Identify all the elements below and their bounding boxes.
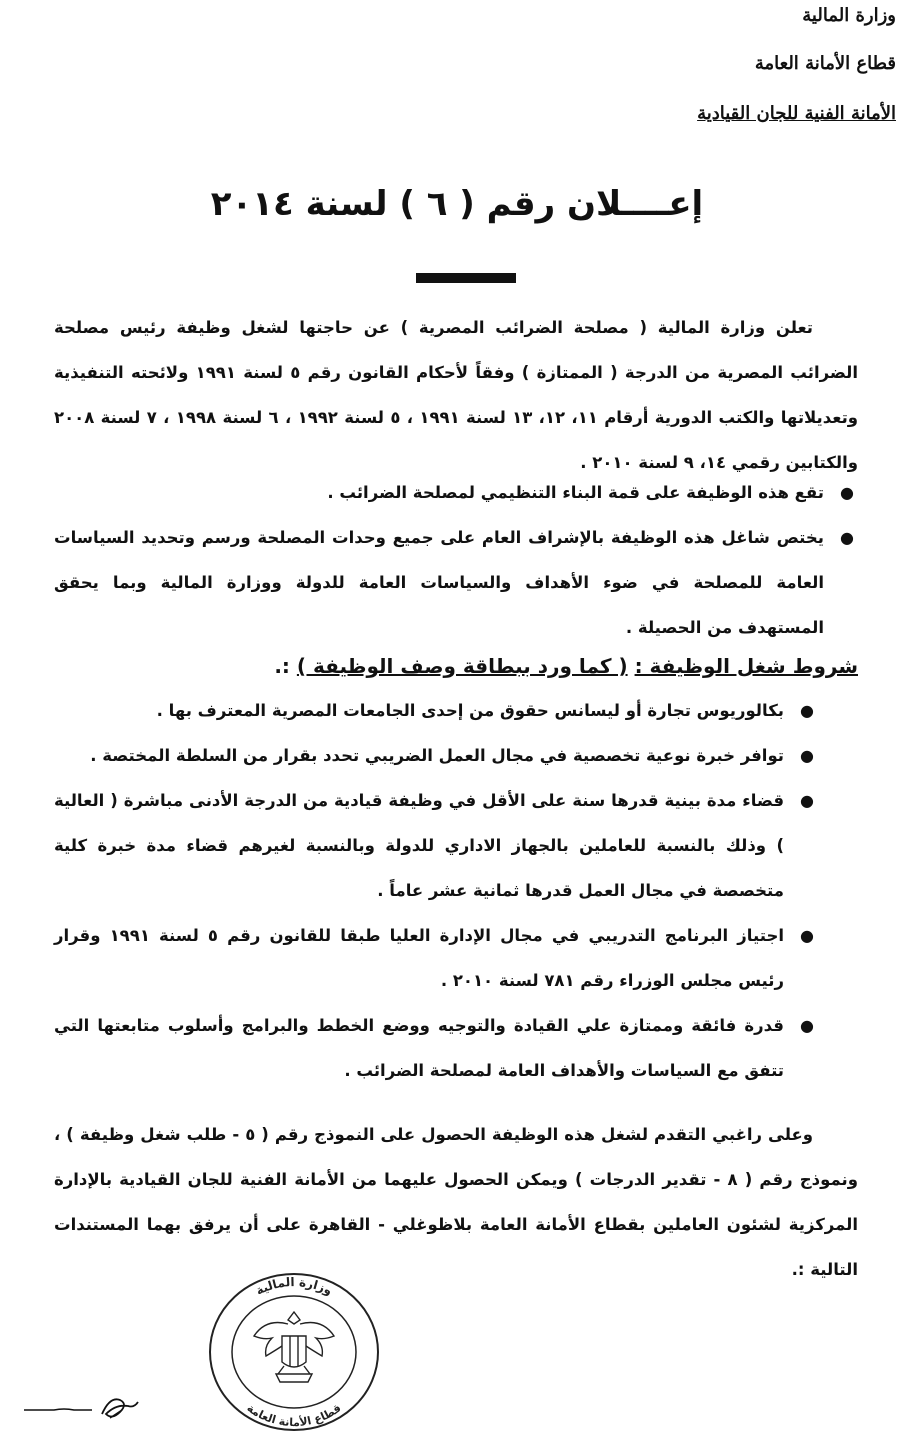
eagle-emblem-icon bbox=[254, 1312, 334, 1382]
stamp-top-text: وزارة المالية bbox=[253, 1274, 335, 1298]
bullet-icon: ● bbox=[800, 746, 814, 765]
bullet-icon: ● bbox=[840, 483, 854, 502]
conditions-list bbox=[54, 688, 818, 1093]
conditions-heading-suffix: :. bbox=[274, 654, 297, 678]
job-description-list-wrapper bbox=[54, 470, 858, 650]
announcement-title: إعــــلان رقم ( ٦ ) لسنة ٢٠١٤ bbox=[210, 184, 704, 224]
conditions-heading-detail: ( كما ورد ببطاقة وصف الوظيفة ) bbox=[296, 654, 628, 678]
job-description-list bbox=[54, 470, 858, 650]
bullet-icon: ● bbox=[800, 791, 814, 810]
closing-paragraph: وعلى راغبي التقدم لشغل هذه الوظيفة الحصول على النموذج رقم ( ٥ - طلب شغل وظيفة ) ، ونموذج رقم ( ٨ - تقدير الدرجات ) ويمكن الحصول عليهما من الأمانة الفنية للجان القيادية بالإدارة المركزية لشئون العاملين بقطاع الأمانة العامة بلاظوغلي - القاهرة على أن يرفق بهما المستندات التالية :. bbox=[54, 1125, 859, 1279]
list-item: ● اجتياز البرنامج التدريبي في مجال الإدارة العليا طبقا للقانون رقم ٥ لسنة ١٩٩١ وقرار رئيس مجلس الوزراء رقم ٧٨١ لسنة ٢٠١٠ . bbox=[54, 913, 818, 1003]
list-item: ● قدرة فائقة وممتازة علي القيادة والتوجيه ووضع الخطط والبرامج وأسلوب متابعتها التي تتفق مع السياسات والأهداف العامة لمصلحة الضرائب . bbox=[54, 1003, 818, 1093]
list-item: ● تقع هذه الوظيفة على قمة البناء التنظيمي لمصلحة الضرائب . bbox=[54, 470, 858, 515]
list-item: ● قضاء مدة بينية قدرها سنة على الأقل في وظيفة قيادية من الدرجة الأدنى مباشرة ( العالية ) وذلك بالنسبة للعاملين بالجهاز الاداري للدولة وبالنسبة لغيرهم قضاء مدة خبرة كلية متخصصة في مجال العمل قدرها ثمانية عشر عاماً . bbox=[54, 778, 818, 913]
official-stamp bbox=[206, 1270, 382, 1434]
conditions-heading-label: شروط شغل الوظيفة : bbox=[634, 654, 858, 678]
list-item: ● توافر خبرة نوعية تخصصية في مجال العمل الضريبي تحدد بقرار من السلطة المختصة . bbox=[54, 733, 818, 778]
secretariat-name: الأمانة الفنية للجان القيادية bbox=[697, 103, 896, 124]
conditions-list-wrapper bbox=[54, 688, 818, 1093]
conditions-heading bbox=[274, 646, 858, 686]
title-divider bbox=[416, 273, 516, 283]
bullet-icon: ● bbox=[800, 926, 814, 945]
stamp-bottom-text: قطاع الأمانة العامة bbox=[244, 1401, 344, 1430]
bullet-icon: ● bbox=[800, 1016, 814, 1035]
bullet-icon: ● bbox=[840, 528, 854, 547]
intro-paragraph: تعلن وزارة المالية ( مصلحة الضرائب المصرية ) عن حاجتها لشغل وظيفة رئيس مصلحة الضرائب المصرية من الدرجة ( الممتازة ) وفقاً لأحكام القانون رقم ٥ لسنة ١٩٩١ ولائحته التنفيذية وتعديلاتها والكتب الدورية أرقام ١١، ١٢، ١٣ لسنة ١٩٩١ ، ٥ لسنة ١٩٩٢ ، ٦ لسنة ١٩٩٨ ، ٧ لسنة ٢٠٠٨ والكتابين رقمي ١٤، ٩ لسنة ٢٠١٠ . bbox=[54, 318, 859, 472]
bullet-icon: ● bbox=[800, 701, 814, 720]
ministry-name: وزارة المالية bbox=[802, 5, 896, 26]
handwritten-signature-icon bbox=[22, 1384, 152, 1424]
list-item: ● يختص شاغل هذه الوظيفة بالإشراف العام على جميع وحدات المصلحة ورسم وتحديد السياسات العامة للمصلحة في ضوء الأهداف والسياسات العامة للدولة ووزارة المالية وبما يحقق المستهدف من الحصيلة . bbox=[54, 515, 858, 650]
list-item: ● بكالوريوس تجارة أو ليسانس حقوق من إحدى الجامعات المصرية المعترف بها . bbox=[54, 688, 818, 733]
sector-name: قطاع الأمانة العامة bbox=[754, 53, 896, 74]
